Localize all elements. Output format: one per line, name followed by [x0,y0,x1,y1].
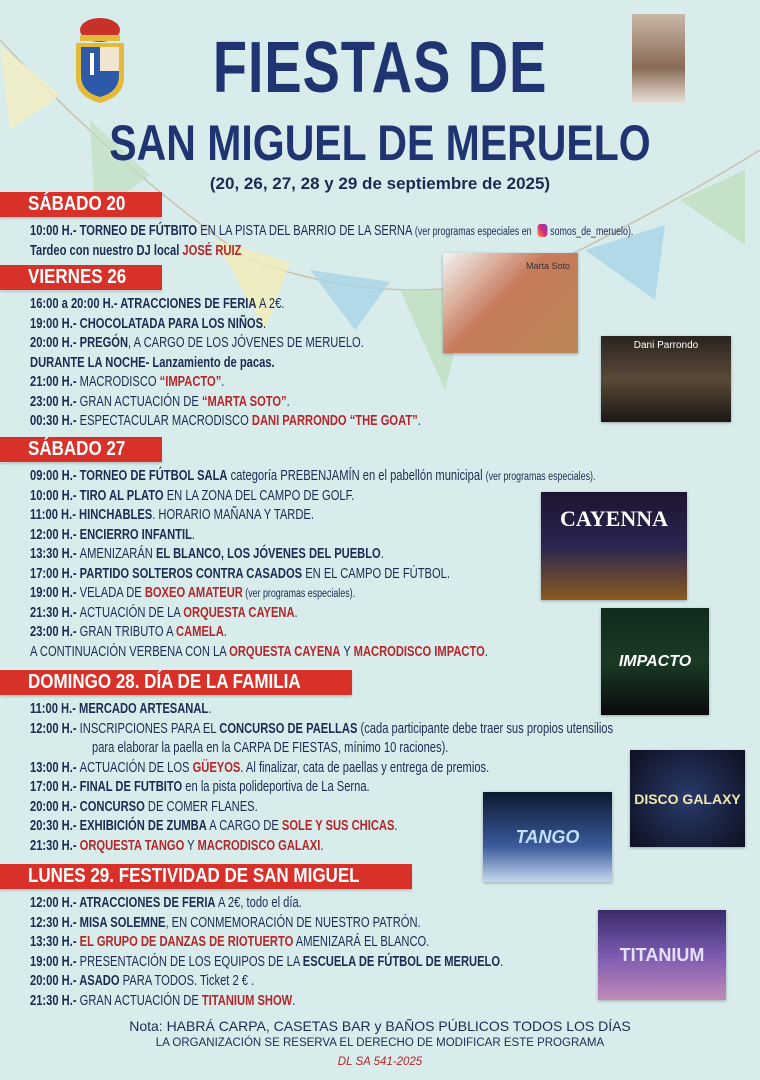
event-line [0,837,324,857]
event-text: . [286,393,290,410]
event-text: ATRACCIONES DE FERIA [79,895,216,911]
footer-note: Nota: HABRÁ CARPA, CASETAS BAR y BAÑOS PÚBLICOS TODOS LOS DÍAS [129,1018,631,1034]
disco-galaxy-photo [630,750,745,847]
event-text: ATRACCIONES DE FERIA [120,296,257,312]
event-text: 12:00 H.- [30,526,80,543]
event-text: (cada participante debe traer sus propios utensilios [357,720,614,737]
event-line [0,412,421,432]
highlight-text: ORQUESTA TANGO [79,837,185,854]
event-line [0,584,356,604]
event-text: TORNEO DE FÚTBITO [79,223,198,239]
photo-caption: TITANIUM [619,944,705,965]
event-line [0,894,302,914]
event-text: EN LA ZONA DEL CAMPO DE GOLF. [163,487,355,504]
event-text: CONCURSO DE PAELLAS [219,720,358,737]
event-text: PRESENTACIÓN DE LOS EQUIPOS DE LA [79,953,303,970]
event-text: A 2€. [256,296,285,312]
event-line [0,393,290,413]
event-text: 19:00 H.- [30,315,80,332]
highlight-text: JOSÉ RUIZ [182,242,242,259]
legal-deposit: DL SA 541-2025 [337,1056,423,1068]
day-header [0,265,162,290]
event-text: CHOCOLATADA PARA LOS NIÑOS [79,315,264,332]
event-text: ENCIERRO INFANTIL [79,526,192,543]
event-line [0,354,275,374]
day-title: SÁBADO 27 [28,438,126,460]
photo-caption: IMPACTO [618,652,692,670]
event-text: ACTUACIÓN DE LOS [79,759,193,776]
highlight-text: “IMPACTO” [159,374,222,390]
event-text: ASADO [79,973,120,989]
event-line [0,778,370,798]
highlight-text: CAMELA [176,624,224,640]
marta-soto-photo [443,253,578,353]
event-text: . [221,374,225,390]
event-text: PARA TODOS. Ticket 2 € . [119,973,255,989]
event-text: MISA SOLEMNE [79,914,166,931]
day-title: SÁBADO 20 [28,193,126,215]
event-line [0,739,449,759]
event-line [0,700,212,720]
event-text: CONCURSO [79,798,145,815]
event-text: 12:00 H.- [30,895,80,911]
event-text: MACRODISCO [79,374,160,390]
impacto-photo [601,608,709,715]
event-text: ESPECTACULAR MACRODISCO [79,413,252,429]
event-text: . [191,526,196,543]
event-text: GRAN TRIBUTO A [79,624,177,640]
highlight-text: DANI PARRONDO “THE GOAT” [251,413,418,429]
event-text: 10:00 H.- [30,223,80,239]
event-line [0,373,225,393]
event-text: VELADA DE [79,585,145,601]
event-text: EN LA PISTA DEL BARRIO DE LA SERNA [197,223,415,239]
footer-disclaimer: LA ORGANIZACIÓN SE RESERVA EL DERECHO DE MODIFICAR ESTE PROGRAMA [155,1037,605,1049]
event-text: . [320,837,324,854]
event-line [0,992,296,1012]
event-line [0,295,285,315]
event-text: 10:00 H.- [30,487,80,504]
event-text: 13:00 H.- [30,759,80,776]
tango-photo [483,792,612,882]
event-line [0,914,421,934]
event-text: 20:00 H.- [30,798,80,815]
event-text: . [292,992,296,1009]
event-text: . Al finalizar, cata de paellas y entrega de premios. [240,759,490,776]
event-text: DE COMER FLANES. [144,798,258,815]
event-text: EN EL CAMPO DE FÚTBOL. [302,565,450,582]
highlight-text: ORQUESTA CAYENA [229,643,341,660]
event-text: . [394,818,398,834]
highlight-text: MACRODISCO IMPACTO [353,643,485,660]
festival-dates: (20, 26, 27, 28 y 29 de septiembre de 2025) [209,174,551,193]
event-text: categoría PREBENJAMÍN en el pabellón municipal [227,468,486,484]
instagram-icon [537,224,547,237]
event-text: , EN CONMEMORACIÓN DE NUESTRO PATRÓN. [165,914,421,931]
event-text: . [484,643,488,660]
event-text: MERCADO ARTESANAL [79,701,209,717]
event-line [0,817,398,837]
event-line [0,972,255,992]
event-text: 11:00 H.- [30,701,80,717]
event-text: 09:00 H.- [30,468,80,484]
day-header [0,864,412,889]
event-text: 16:00 a 20:00 H.- [30,296,121,312]
highlight-text: GÜEYOS [192,759,241,776]
day-title: DOMINGO 28. DÍA DE LA FAMILIA [28,671,301,693]
event-text: DURANTE LA NOCHE- Lanzamiento de pacas. [30,354,275,371]
event-text: 17:00 H.- [30,565,80,582]
event-text: GRAN ACTUACIÓN DE [79,393,202,410]
event-line [0,545,384,565]
event-text: 21:30 H.- [30,604,80,621]
event-text: (ver programas especiales). [242,588,356,600]
event-text: . [500,953,504,970]
event-line [0,526,196,546]
event-text: INSCRIPCIONES PARA EL [79,720,220,737]
event-text: HINCHABLES [79,507,153,523]
event-text: . [294,604,298,621]
highlight-text: EL GRUPO DE DANZAS DE RIOTUERTO [79,934,294,950]
event-line [0,643,488,663]
event-text: A 2€, todo el día. [215,895,302,911]
event-text: 21:30 H.- [30,837,80,854]
event-text: AMENIZARÁ EL BLANCO. [293,934,430,950]
event-text: . [417,413,421,429]
photo-caption: Marta Soto [525,261,570,271]
event-text: 17:00 H.- [30,779,80,795]
event-line [0,487,355,507]
event-text: 20:30 H.- [30,818,80,834]
highlight-text: MACRODISCO GALAXI [197,837,321,854]
event-line [0,953,504,973]
event-line [0,242,242,262]
event-text: FINAL DE FUTBITO [79,779,183,795]
highlight-text: “MARTA SOTO” [201,393,287,410]
highlight-text: BOXEO AMATEUR [144,585,243,601]
event-text: 00:30 H.- [30,413,80,429]
photo-caption: Dani Parrondo [633,340,699,351]
event-text: Tardeo con nuestro DJ local [30,242,183,259]
event-text: ESCUELA DE FÚTBOL DE MERUELO [302,953,501,970]
event-text: . [223,624,227,640]
title-line-1: FIESTAS DE [212,28,548,108]
event-text: A CARGO DE [206,818,282,834]
highlight-text: SOLE Y SUS CHICAS [281,818,395,834]
event-text: 23:00 H.- [30,393,80,410]
event-text: (ver programas especiales). [485,471,596,483]
event-text: somos_de_meruelo). [550,226,634,238]
event-text: . [208,701,212,717]
event-line [0,334,364,354]
event-text: 13:30 H.- [30,934,80,950]
event-text: en la pista polideportiva de La Serna. [182,779,370,795]
event-line [0,565,450,585]
day-header [0,192,162,217]
highlight-text: TITANIUM SHOW [201,992,293,1009]
day-title: LUNES 29. FESTIVIDAD DE SAN MIGUEL [28,865,360,887]
dani-parrondo-photo [601,336,731,422]
event-text: 19:00 H.- [30,953,80,970]
day-title: VIERNES 26 [28,266,127,288]
event-text: 11:00 H.- [30,507,80,523]
event-text: PREGÓN [79,335,129,351]
event-text: para elaborar la paella en la CARPA DE FIESTAS, mínimo 10 raciones). [92,740,449,756]
event-line [0,467,596,487]
event-text: 20:00 H.- [30,973,80,989]
event-line [0,623,227,643]
event-text: ACTUACIÓN DE LA [79,604,184,621]
event-text: Y [340,643,354,660]
event-text: 23:00 H.- [30,624,80,640]
event-line [0,720,614,740]
event-text: 12:30 H.- [30,914,80,931]
event-text: GRAN ACTUACIÓN DE [79,992,202,1009]
titanium-photo [598,910,726,1000]
photo-caption: TANGO [515,826,580,847]
event-text: 12:00 H.- [30,720,80,737]
event-text: 13:30 H.- [30,546,80,562]
day-header [0,437,162,462]
photo-caption: DISCO GALAXY [634,790,741,807]
event-line [0,933,430,953]
event-text: . [263,315,267,332]
event-text: EL BLANCO, LOS JÓVENES DEL PUEBLO [155,546,381,562]
photo-caption: CAYENNA [560,506,668,531]
day-header [0,670,352,695]
event-text: A CONTINUACIÓN VERBENA CON LA [30,643,230,660]
event-text: TORNEO DE FÚTBOL SALA [79,468,228,484]
event-text: , A CARGO DE LOS JÓVENES DE MERUELO. [128,335,364,351]
event-text: . [380,546,384,562]
event-text: 19:00 H.- [30,585,80,601]
event-line [0,222,634,242]
highlight-text: ORQUESTA CAYENA [183,604,295,621]
event-text: 21:00 H.- [30,374,80,390]
event-line [0,506,314,526]
event-line [0,315,267,335]
title-line-2: SAN MIGUEL DE MERUELO [109,115,651,171]
event-text: PARTIDO SOLTEROS CONTRA CASADOS [79,565,303,582]
event-line [0,798,258,818]
event-text: AMENIZARÁN [79,546,156,562]
event-text: EXHIBICIÓN DE ZUMBA [79,818,207,834]
cayenna-photo [541,492,687,600]
event-text: 21:30 H.- [30,992,80,1009]
event-text: 20:00 H.- [30,335,80,351]
event-text: Y [184,837,198,854]
event-text: TIRO AL PLATO [79,487,164,504]
event-line [0,759,490,779]
event-line [0,604,298,624]
event-text: . HORARIO MAÑANA Y TARDE. [152,507,314,523]
event-text: (ver programas especiales en [414,226,535,238]
